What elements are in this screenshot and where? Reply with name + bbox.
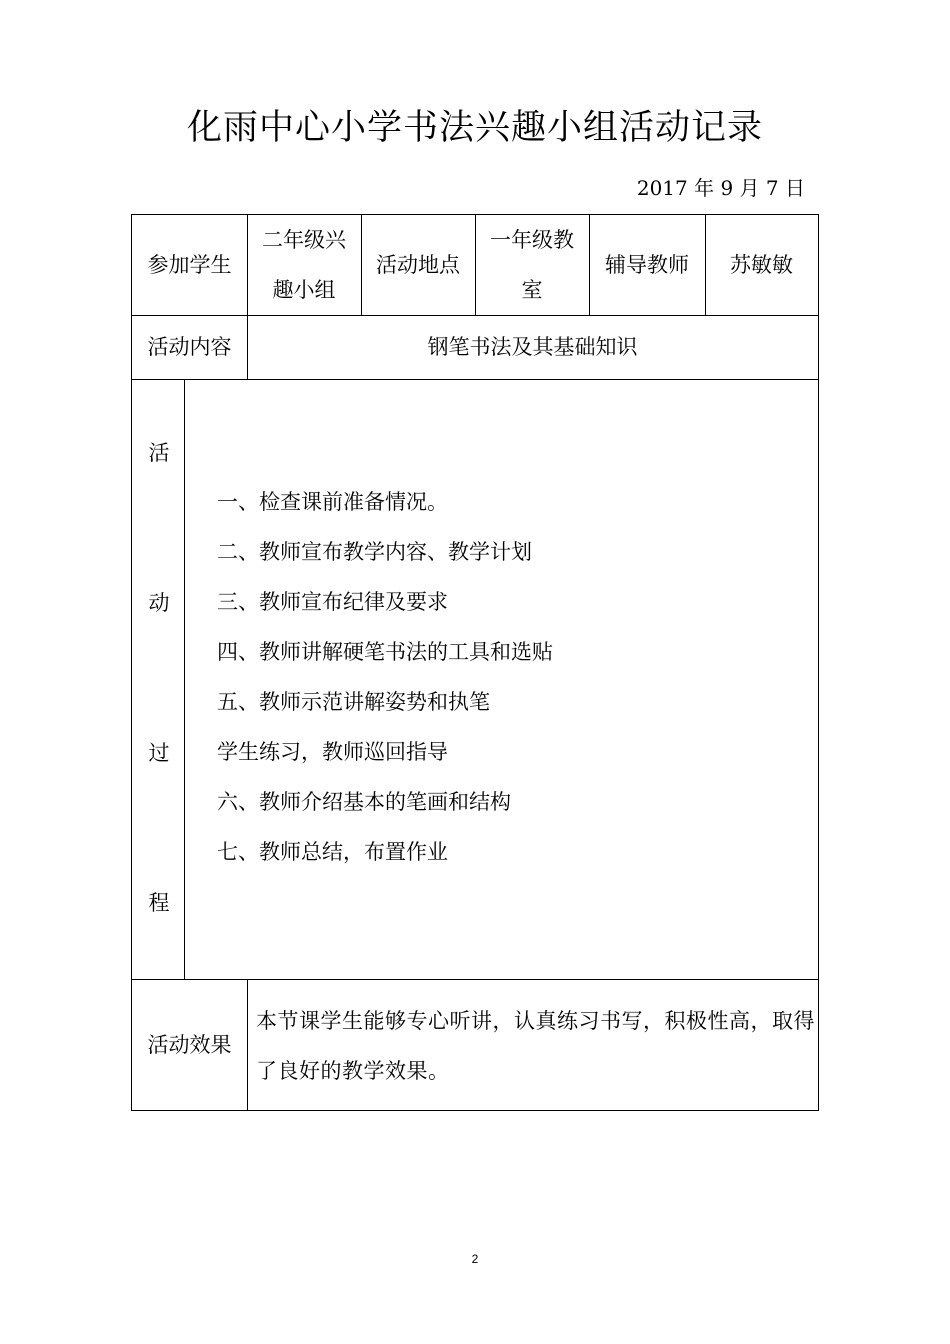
process-label-char-2: 动 [148, 591, 170, 615]
teacher-label: 辅导教师 [605, 253, 689, 277]
process-step: 学生练习，教师巡回指导 [217, 740, 448, 764]
participants-value [247, 215, 361, 315]
location-value [475, 215, 589, 315]
location-value-line2: 室 [521, 278, 543, 302]
participants-value-line2: 趣小组 [272, 278, 336, 302]
participants-value-line1: 二年级兴 [262, 228, 346, 252]
location-value-line1: 一年级教 [490, 228, 574, 252]
process-step: 二、教师宣布教学内容、教学计划 [217, 540, 532, 564]
column-divider [247, 979, 248, 1110]
process-step: 五、教师示范讲解姿势和执笔 [217, 690, 490, 714]
process-step: 一、检查课前准备情况。 [217, 490, 448, 514]
activity-record-table [131, 214, 819, 1111]
process-step: 三、教师宣布纪律及要求 [217, 590, 448, 614]
participants-label: 参加学生 [147, 253, 232, 277]
effect-text: 本节课学生能够专心听讲，认真练习书写，积极性高，取得了良好的教学效果。 [256, 1009, 815, 1083]
content-value: 钢笔书法及其基础知识 [427, 335, 638, 359]
process-label-char-1: 活 [148, 441, 170, 465]
process-step: 六、教师介绍基本的笔画和结构 [217, 790, 511, 814]
record-date: 2017 年 9 月 7 日 [636, 176, 805, 200]
content-label: 活动内容 [147, 335, 232, 359]
process-steps [217, 477, 553, 877]
teacher-value: 苏敏敏 [730, 253, 793, 277]
document-title: 化雨中心小学书法兴趣小组活动记录 [186, 108, 763, 148]
location-label: 活动地点 [376, 253, 460, 277]
row-divider [132, 379, 818, 380]
process-label-char-3: 过 [148, 741, 170, 765]
process-label-char-4: 程 [148, 891, 170, 915]
page-number: 2 [471, 1252, 479, 1266]
process-step: 七、教师总结，布置作业 [217, 840, 448, 864]
effect-label: 活动效果 [147, 1032, 232, 1057]
process-step: 四、教师讲解硬笔书法的工具和选贴 [217, 640, 553, 664]
